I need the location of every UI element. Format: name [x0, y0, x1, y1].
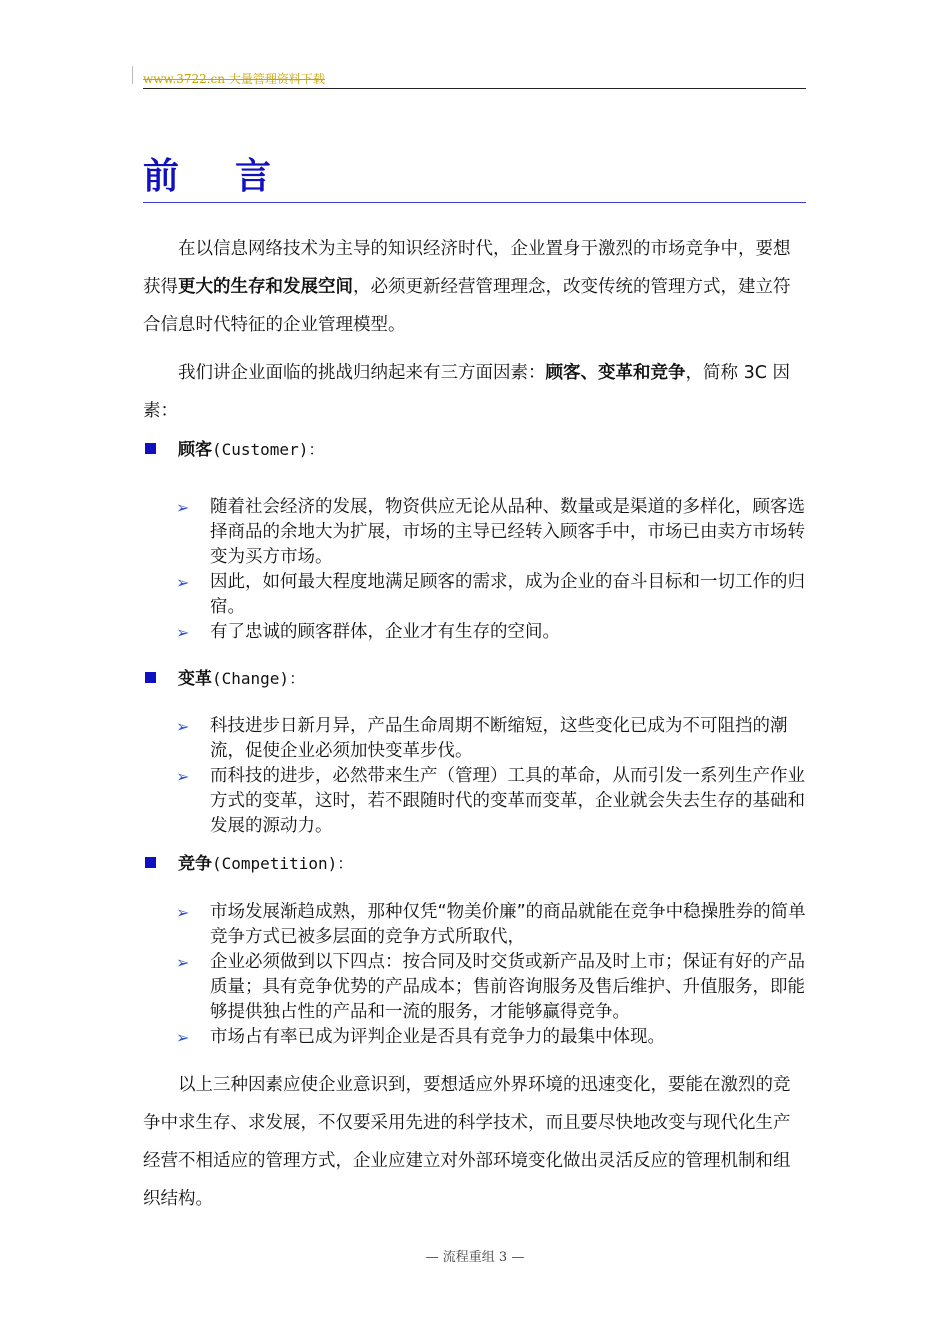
list-item-text: 科技进步日新月异，产品生命周期不断缩短，这些变化已成为不可阻挡的潮流，促使企业必须加快变革步伐。 — [210, 716, 788, 761]
page-header — [143, 68, 806, 89]
intro-p1-text-a: 在以信息网络技术为主导的知识经济时代，企业置身于激烈的市场竞争中，要想获得 — [143, 239, 791, 297]
arrow-bullet-icon: ➢ — [176, 953, 190, 972]
intro-p1-bold: 更大的生存和发展空间 — [178, 277, 353, 297]
section-english: (Change)： — [212, 669, 306, 688]
list-item — [176, 620, 808, 645]
page-footer: — 流程重组 3 — — [425, 1250, 525, 1265]
arrow-bullet-icon: ➢ — [176, 623, 190, 642]
section-change-heading — [145, 667, 305, 691]
header-link[interactable]: www.3722.cn 大量管理资料下载 — [143, 72, 325, 86]
list-item — [176, 950, 808, 1025]
arrow-bullet-icon: ➢ — [176, 903, 190, 922]
section-label: 顾客 — [178, 440, 212, 460]
conclusion-paragraph: 以上三种因素应使企业意识到，要想适应外界环境的迅速变化，要能在激烈的竞争中求生存、求发展，不仅要采用先进的科学技术，而且要尽快地改变与现代化生产经营不相适应的管理方式，企业应建立对外部环境变化做出灵活反应的管理机制和组织结构。 — [143, 1075, 791, 1209]
arrow-bullet-icon: ➢ — [176, 717, 190, 736]
intro-p1-text-b: ，必须更新经营管理理念，改变传统的管理方式，建立符合信息时代特征的企业管理模型。 — [143, 277, 791, 335]
list-item-text: 企业必须做到以下四点：按合同及时交货或新产品及时上市；保证有好的产品质量；具有竞争优势的产品成本；售前咨询服务及售后维护、升值服务，即能够提供独占性的产品和一流的服务，才能够赢得竞争。 — [210, 952, 805, 1022]
section-competition-heading — [145, 852, 353, 876]
page-title: 前言 — [143, 152, 806, 203]
section-english: (Competition)： — [212, 854, 354, 873]
intro-paragraph-1 — [143, 230, 806, 344]
corner-mark — [132, 66, 133, 84]
list-item-text: 随着社会经济的发展，物资供应无论从品种、数量或是渠道的多样化，顾客选择商品的余地大为扩展，市场的主导已经转入顾客手中，市场已由卖方市场转变为买方市场。 — [210, 497, 805, 567]
intro-p2-text-a: 我们讲企业面临的挑战归纳起来有三方面因素： — [178, 363, 546, 383]
section-label: 竞争 — [178, 854, 212, 874]
arrow-bullet-icon: ➢ — [176, 767, 190, 786]
section-label: 变革 — [178, 669, 212, 689]
list-item-text: 而科技的进步，必然带来生产（管理）工具的革命，从而引发一系列生产作业方式的变革，这时，若不跟随时代的变革而变革，企业就会失去生存的基础和发展的源动力。 — [210, 766, 805, 836]
list-item — [176, 570, 808, 620]
intro-paragraph-2 — [143, 354, 806, 430]
list-item-text: 有了忠诚的顾客群体，企业才有生存的空间。 — [210, 622, 560, 642]
list-item-text: 因此，如何最大程度地满足顾客的需求，成为企业的奋斗目标和一切工作的归宿。 — [210, 572, 805, 617]
section-customer-heading — [145, 438, 324, 462]
section-english: (Customer)： — [212, 440, 325, 459]
square-bullet-icon — [145, 672, 156, 683]
square-bullet-icon — [145, 857, 156, 868]
list-item — [176, 714, 808, 764]
square-bullet-icon — [145, 443, 156, 454]
arrow-bullet-icon: ➢ — [176, 573, 190, 592]
list-item-text: 市场占有率已成为评判企业是否具有竞争力的最集中体现。 — [210, 1027, 665, 1047]
section-customer-list — [176, 495, 808, 645]
list-item-text: 市场发展渐趋成熟，那种仅凭“物美价廉”的商品就能在竞争中稳操胜券的简单竞争方式已被多层面的竞争方式所取代， — [210, 902, 806, 947]
list-item — [176, 900, 808, 950]
list-item — [176, 764, 808, 839]
intro-p2-bold: 顾客、变革和竞争 — [545, 363, 686, 383]
section-change-list — [176, 714, 808, 839]
arrow-bullet-icon: ➢ — [176, 498, 190, 517]
list-item — [176, 1025, 808, 1050]
list-item — [176, 495, 808, 570]
arrow-bullet-icon: ➢ — [176, 1028, 190, 1047]
intro-p2-text-b: ，简称 3C 因素： — [143, 363, 790, 421]
section-competition-list — [176, 900, 808, 1050]
